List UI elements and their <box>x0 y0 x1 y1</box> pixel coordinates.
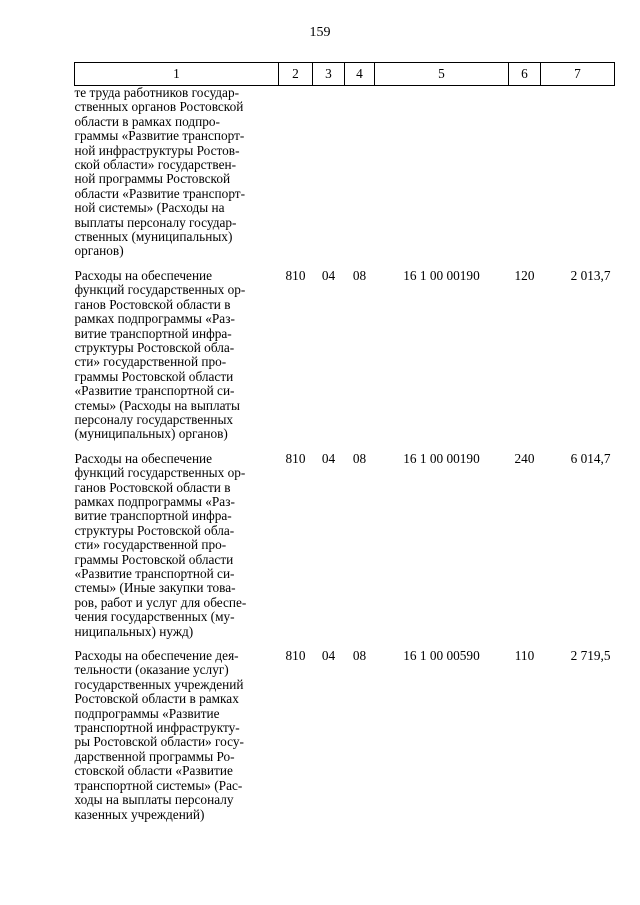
text-line: структуры Ростовской обла- <box>74 522 235 538</box>
expense-type-code: 110 <box>514 648 535 664</box>
table-row <box>75 269 615 452</box>
subsection-code: 08 <box>352 450 367 466</box>
subsection-code: 08 <box>352 267 367 283</box>
text-line: Ростовской области в рамках <box>74 691 239 707</box>
text-line: ственных (муниципальных) <box>74 229 233 245</box>
text-line: стемы» (Иные закупки това- <box>74 580 236 596</box>
text-line: граммы Ростовской области <box>74 551 234 567</box>
table-row <box>75 649 615 832</box>
expense-type-code <box>509 86 541 269</box>
text-line: Расходы на обеспечение <box>74 267 213 283</box>
text-line: персоналу государственных <box>74 411 234 427</box>
ministry-code <box>279 86 313 269</box>
text-line: государственных учреждений <box>74 676 244 692</box>
text-line: ной системы» (Расходы на <box>74 200 225 216</box>
text-line: функций государственных ор- <box>74 282 246 298</box>
text-line: ниципальных) нужд) <box>74 623 194 639</box>
text-line: Расходы на обеспечение дея- <box>74 648 239 664</box>
text-line: тельности (оказание услуг) <box>74 662 229 678</box>
text-line: чения государственных (му- <box>74 609 235 625</box>
expense-name <box>75 269 279 452</box>
amount <box>541 86 615 269</box>
text-line: витие транспортной инфра- <box>74 325 232 341</box>
text-line: ров, работ и услуг для обеспе- <box>74 594 247 610</box>
text-line: ры Ростовской области» госу- <box>74 734 244 750</box>
column-header: 1 <box>75 63 279 86</box>
text-line: ственных органов Ростовской <box>74 99 244 115</box>
text-line: области «Развитие транспорт- <box>74 185 246 201</box>
section-code: 04 <box>321 450 336 466</box>
amount: 2 013,7 <box>570 267 611 283</box>
subsection-code <box>345 86 375 269</box>
text-line: транспортной системы» (Рас- <box>74 777 243 793</box>
text-line: «Развитие транспортной си- <box>74 383 235 399</box>
section-code <box>313 86 345 269</box>
target-item-code: 16 1 00 00190 <box>403 267 480 283</box>
target-item-code <box>375 86 509 269</box>
text-line: казенных учреждений) <box>74 806 205 822</box>
expense-name <box>75 86 279 269</box>
table-header-row <box>75 63 615 86</box>
column-header: 2 <box>279 63 313 86</box>
text-line: ходы на выплаты персоналу <box>74 792 234 808</box>
table-row <box>75 86 615 269</box>
column-header: 6 <box>509 63 541 86</box>
text-line: транспортной инфраструкту- <box>74 720 240 736</box>
table-row <box>75 452 615 649</box>
text-line: органов) <box>74 243 124 259</box>
text-line: ной инфраструктуры Ростов- <box>74 142 240 158</box>
target-item-code: 16 1 00 00590 <box>403 648 480 664</box>
text-line: (муниципальных) органов) <box>74 426 228 442</box>
text-line: сти» государственной про- <box>74 537 227 553</box>
expense-type-code: 120 <box>514 267 535 283</box>
text-line: дарственной программы Ро- <box>74 748 235 764</box>
text-line: «Развитие транспортной си- <box>74 566 235 581</box>
column-header: 5 <box>375 63 509 86</box>
expense-name <box>75 649 279 832</box>
section-code: 04 <box>321 648 336 664</box>
text-line: граммы «Развитие транспорт- <box>74 128 245 144</box>
text-line: рамках подпрограммы «Раз- <box>74 493 235 509</box>
text-line: Расходы на обеспечение <box>74 450 213 466</box>
page-number: 159 <box>309 25 331 40</box>
text-line: сти» государственной про- <box>74 354 227 370</box>
text-line: ской области» государствен- <box>74 157 237 173</box>
column-header: 7 <box>541 63 615 86</box>
amount: 6 014,7 <box>570 450 611 466</box>
budget-table <box>74 62 615 832</box>
target-item-code: 16 1 00 00190 <box>403 450 480 466</box>
subsection-code: 08 <box>352 648 367 664</box>
text-line: подпрограммы «Развитие <box>74 705 220 721</box>
text-line: витие транспортной инфра- <box>74 508 232 524</box>
text-line: рамках подпрограммы «Раз- <box>74 311 235 327</box>
text-line: стемы» (Расходы на выплаты <box>74 397 240 413</box>
expense-name <box>75 452 279 649</box>
text-line: ной программы Ростовской <box>74 171 231 187</box>
ministry-code: 810 <box>285 267 306 283</box>
amount: 2 719,5 <box>570 648 611 664</box>
section-code: 04 <box>321 267 336 283</box>
text-line: те труда работников государ- <box>74 85 240 100</box>
text-line: функций государственных ор- <box>74 465 246 481</box>
text-line: ганов Ростовской области в <box>74 479 231 495</box>
text-line: области в рамках подпро- <box>74 113 220 129</box>
column-header: 3 <box>313 63 345 86</box>
column-header: 4 <box>345 63 375 86</box>
text-line: стовской области «Развитие <box>74 763 233 779</box>
ministry-code: 810 <box>285 648 306 664</box>
text-line: граммы Ростовской области <box>74 368 234 384</box>
text-line: ганов Ростовской области в <box>74 296 231 312</box>
text-line: структуры Ростовской обла- <box>74 339 235 355</box>
ministry-code: 810 <box>285 450 306 466</box>
text-line: выплаты персоналу государ- <box>74 214 237 230</box>
expense-type-code: 240 <box>514 450 535 466</box>
